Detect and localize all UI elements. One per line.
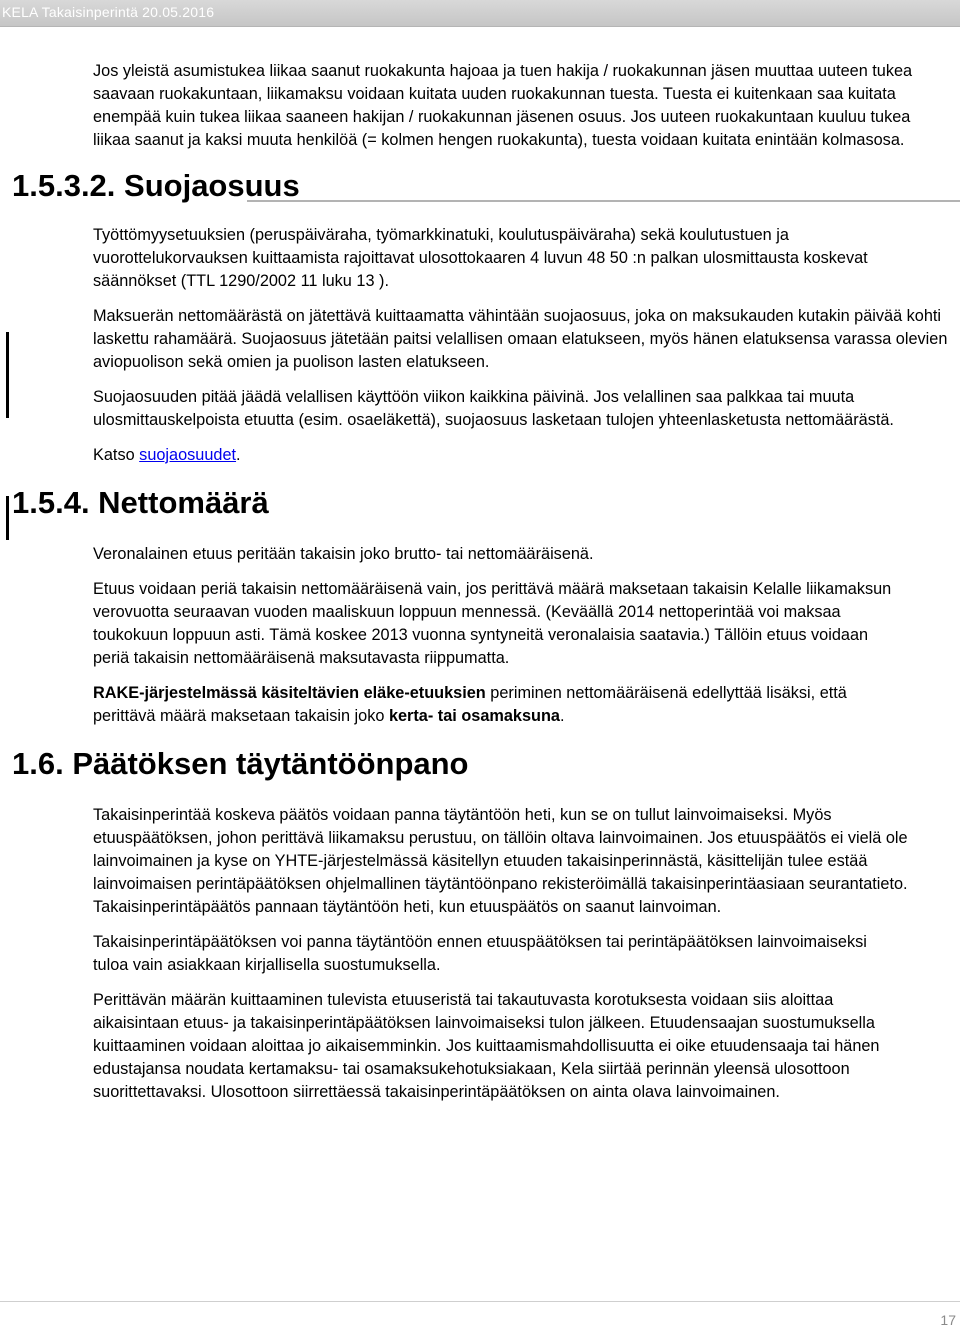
- footer-rule: [0, 1301, 960, 1302]
- paragraph: Takaisinperintäpäätöksen voi panna täytäntöön ennen etuuspäätöksen tai perintäpäätöksen lainvoimaiseksi tuloa vain asiakkaan kirjallisella suostumuksella.: [93, 933, 867, 974]
- suojaosuudet-link[interactable]: suojaosuudet: [139, 446, 237, 464]
- paragraph: [93, 682, 908, 728]
- change-bar: [6, 332, 9, 418]
- section-heading: [12, 485, 953, 521]
- paragraph: Takaisinperintää koskeva päätös voidaan panna täytäntöön heti, kun se on tullut lainvoimaiseksi. Myös etuuspäätöksen, johon perittävä liikamaksu perustuu, on tällöin oltava lainvoimainen. Jos etuuspäätös ei vielä ole lainvoimainen ja kyse on YHTE-järjestelmässä käsitellyn etuuden takaisinperinnästä, käsittelijän tulee estää lainvoimaisen perintäpäätöksen ohjelmallinen täytäntöönpano rekisteröimällä takaisinperintäasiaan seurantatieto. Takaisinperintäpäätös pannaan täytäntöön heti, kun etuuspäätös on saanut lainvoiman.: [93, 806, 908, 916]
- see-also-text: Katso: [93, 446, 140, 464]
- document-header: [0, 0, 960, 27]
- bold-term: kerta- tai osamaksuna: [388, 707, 560, 725]
- paragraph-text: periminen nettomääräisenä edellyttää lisäksi, että perittävä määrä maksetaan takaisin joko: [93, 684, 847, 725]
- heading-text: 1.5.4. Nettomäärä: [12, 485, 269, 520]
- document-body: [12, 60, 953, 1104]
- bold-term: RAKE-järjestelmässä käsiteltävien eläke-etuuksien: [93, 684, 486, 702]
- paragraph: Työttömyysetuuksien (peruspäiväraha, työmarkkinatuki, koulutuspäiväraha) sekä koulutustuen ja vuorottelukorvauksen kuittaamista rajoittavat ulosottokaaren 4 luvun 48 50 :n palkan ulosmittausta koskevat säännökset (TTL 1290/2002 11 luku 13 ).: [93, 226, 868, 290]
- heading-text: 1.5.3.2. Suojaosuus: [12, 168, 300, 203]
- paragraph: Etuus voidaan periä takaisin nettomääräisenä vain, jos perittävä määrä maksetaan takaisin Kelalle liikamaksun verovuotta seuraavan vuoden maaliskuun loppuun mennessä. (Keväällä 2014 nettoperintää voi maksaa toukokuun loppuun asti. Tämä koskee 2013 vuonna syntyneitä veronalaisia saatavia.) Tällöin etuus voidaan periä takaisin nettomääräisenä maksutavasta riippumatta.: [93, 580, 892, 667]
- see-also-end: .: [236, 446, 241, 464]
- heading-text: 1.6. Päätöksen täytäntöönpano: [12, 746, 469, 781]
- paragraph: Suojaosuuden pitää jäädä velallisen käyttöön viikon kaikkina päivinä. Jos velallinen saa palkkaa tai muuta ulosmittauskelpoista etuutta (esim. osaeläkettä), suojaosuus lasketaan tulojen yhteenlasketusta nettomäärästä.: [93, 388, 894, 429]
- section-heading: [12, 746, 953, 782]
- paragraph: Veronalainen etuus peritään takaisin joko brutto- tai nettomääräisenä.: [93, 545, 594, 563]
- paragraph-text: .: [559, 707, 565, 725]
- paragraph: Perittävän määrän kuittaaminen tulevista etuuseristä tai takautuvasta korotuksesta voidaan siis aloittaa aikaisintaan etuus- ja takaisinperintäpäätöksen lainvoimaiseksi tulon jälkeen. Etuudensaajan suostumuksella kuittaaminen voidaan aloittaa jo aikaisemminkin. Jos kuittaamismahdollisuutta ei oike etuudensaaja tai hänen edustajansa noudata kertamaksu- tai osamaksukehotuksiakaan, Kela siirtää perinnän yleensä ulosottoon suorittettavaksi. Ulosottoon siirrettäessä takaisinperintäpäätöksen on ainta olava lainvoimainen.: [93, 991, 880, 1101]
- change-bar: [6, 496, 9, 540]
- section-heading: [12, 168, 953, 204]
- see-also: [93, 444, 953, 467]
- paragraph: Jos yleistä asumistukea liikaa saanut ruokakunta hajoaa ja tuen hakija / ruokakunnan jäsen muuttaa uuteen tukea saavaan ruokakuntaan, liikamaksu voidaan kuitata uuden ruokakunnan tuesta. Tuesta ei kuitenkaan saa kuitata enempää kuin tukea liikaa saaneen hakijan / ruokakunnan jäsenen osuus. Jos uuteen ruokakuntaan kuuluu tukea liikaa saanut ja kaksi muuta henkilöä (= kolmen hengen ruokakunta), tuesta voidaan kuitata enintään kolmasosa.: [93, 62, 913, 149]
- page-number: 17: [940, 1312, 956, 1328]
- header-title: KELA Takaisinperintä 20.05.2016: [2, 4, 215, 20]
- paragraph: Maksuerän nettomäärästä on jätettävä kuittaamatta vähintään suojaosuus, joka on maksukauden kutakin päivää kohti laskettu rahamäärä. Suojaosuus jätetään paitsi velallisen omaan elatukseen, myös hänen elatuksensa varassa olevien aviopuolison sekä omien ja puolison lasten elatukseen.: [93, 307, 948, 371]
